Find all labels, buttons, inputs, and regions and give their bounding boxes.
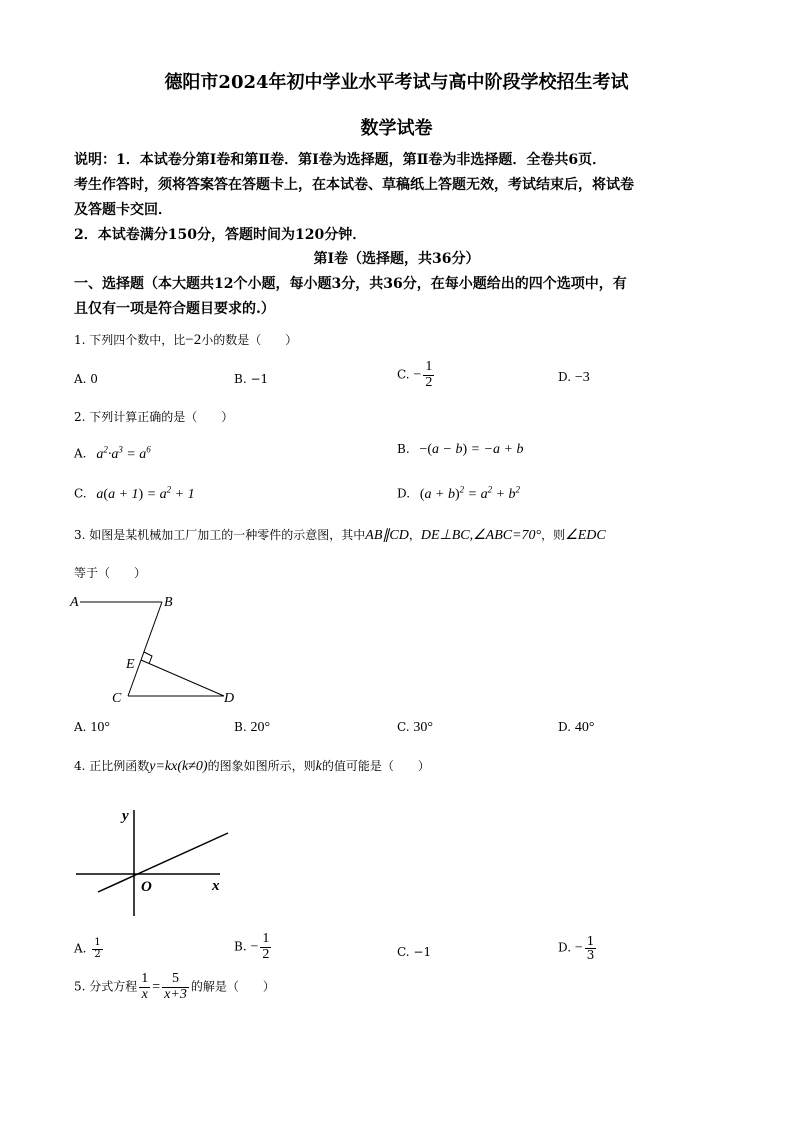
- q4-option-b-sign: −: [250, 939, 259, 955]
- q5-equals: =: [152, 979, 161, 995]
- q4-option-d: [558, 935, 598, 961]
- q3-option-a: [74, 720, 110, 736]
- q1-option-d-label: D.: [558, 370, 572, 384]
- q1-stem: [74, 331, 297, 349]
- q4-option-b-numerator: 1: [262, 931, 270, 946]
- q1-stem-post: 小的数是（ ）: [201, 333, 298, 347]
- q5-stem-post: 的解是（ ）: [190, 979, 275, 994]
- q2-option-a: [74, 444, 151, 463]
- exam-title: 德阳市2024年初中学业水平考试与高中阶段学校招生考试: [164, 72, 629, 93]
- q1-stem-number: −2: [185, 332, 202, 348]
- q4-function: y=kx: [149, 759, 178, 774]
- q4-option-c: [397, 945, 431, 959]
- q2-option-c-expression: $a(a + 1) = a^2 + 1$: [96, 484, 195, 502]
- origin-label: O: [141, 879, 152, 895]
- q3-stem-sep: ，: [408, 528, 421, 542]
- point-label-a: A: [70, 595, 79, 610]
- q1-option-d: [558, 370, 590, 386]
- q4-option-b: [234, 932, 273, 962]
- note-line-2: 考生作答时，须将答案答在答题卡上，在本试卷、草稿纸上答题无效，考试结束后，将试卷: [74, 177, 634, 193]
- function-line: [98, 833, 228, 892]
- q4-stem: [74, 757, 430, 775]
- q5-right-denominator: x+3: [164, 986, 187, 1002]
- q5-stem-pre: 5. 分式方程: [74, 979, 138, 994]
- note-line-4: 2．本试卷满分150分，答题时间为120分钟．: [74, 227, 367, 243]
- q4-option-c-label: C.: [397, 945, 410, 959]
- q1-option-c-denominator: 2: [425, 374, 433, 390]
- q1-option-c-label: C.: [397, 367, 410, 382]
- q4-option-a-numerator: 1: [94, 937, 101, 948]
- q3-stem-line-2: 等于（ ）: [74, 566, 147, 580]
- q2-option-a-expression: $a^2\cdot a^3 = a^6$: [96, 444, 151, 462]
- part1-instruction-1: 一、选择题（本大题共12个小题，每小题3分，共36分，在每小题给出的四个选项中，有: [74, 276, 627, 292]
- q4-option-b-label: B.: [234, 939, 247, 954]
- point-label-d: D: [224, 691, 235, 706]
- q4-option-a: [74, 938, 105, 960]
- q2-option-b-expression: −(a − b) = −a + b: [419, 442, 524, 457]
- q1-option-d-value: −3: [574, 370, 590, 385]
- q3-option-b-label: B.: [234, 720, 247, 734]
- q3-option-a-label: A.: [74, 720, 87, 734]
- q2-option-d-expression: $(a + b)^2 = a^2 + b^2$: [419, 484, 521, 502]
- point-label-c: C: [112, 691, 122, 706]
- q3-option-c: [397, 720, 433, 736]
- q3-option-c-value: 30°: [413, 720, 434, 735]
- q3-stem-pre: 3. 如图是某机械加工厂加工的一种零件的示意图，其中: [74, 528, 366, 542]
- q4-option-d-numerator: 1: [586, 934, 595, 948]
- point-label-b: B: [164, 595, 173, 610]
- q1-option-b: B. −1: [234, 372, 269, 386]
- x-axis-label: x: [212, 878, 220, 894]
- q5-left-numerator: 1: [141, 971, 149, 986]
- q2-option-d-label: D.: [397, 486, 411, 501]
- y-axis-label: y: [122, 808, 129, 824]
- q3-stem-math-2: DE⊥BC,∠ABC=70°: [420, 528, 542, 543]
- q2-option-d: [397, 484, 520, 503]
- q3-option-d: [558, 720, 594, 736]
- q4-option-d-label: D.: [558, 940, 572, 955]
- q2-option-a-label: A.: [74, 446, 87, 461]
- q3-option-b-value: 20°: [250, 720, 271, 735]
- q3-stem-math-3: ∠EDC: [565, 528, 606, 543]
- q4-graph: [70, 800, 240, 922]
- q3-option-d-label: D.: [558, 720, 572, 734]
- segment-bc: [128, 602, 162, 696]
- q2-option-c-label: C.: [74, 486, 87, 501]
- q5-stem: [74, 972, 275, 1002]
- q4-stem-mid: 的图象如图所示，则: [207, 759, 316, 773]
- q5-right-numerator: 5: [162, 972, 189, 988]
- q4-stem-post: 的值可能是（ ）: [321, 759, 430, 773]
- q3-stem-math-1: AB∥CD: [365, 528, 409, 543]
- part1-instruction-2: 且仅有一项是符合题目要求的.）: [74, 301, 275, 317]
- point-label-e: E: [126, 657, 135, 672]
- q4-option-a-label: A.: [74, 941, 87, 956]
- q1-option-c-numerator: 1: [425, 359, 433, 374]
- q4-condition: (k≠0): [177, 759, 208, 774]
- q4-option-b-denominator: 2: [262, 946, 270, 962]
- q4-option-d-sign: −: [574, 940, 583, 956]
- q3-figure: [66, 588, 256, 708]
- q4-option-c-value: −1: [413, 945, 432, 959]
- q2-option-c: [74, 484, 195, 503]
- q4-variable-k: k: [315, 759, 322, 774]
- q1-option-a: A. 0: [74, 372, 98, 386]
- note-line-1: 说明：1．本试卷分第Ⅰ卷和第Ⅱ卷．第Ⅰ卷为选择题，第Ⅱ卷为非选择题．全卷共6页．: [74, 152, 607, 168]
- segment-de: [141, 660, 224, 696]
- q1-stem-pre: 1. 下列四个数中，比: [74, 333, 186, 347]
- note-line-3: 及答题卡交回．: [74, 202, 172, 218]
- q1-option-c: [397, 360, 436, 390]
- q3-option-d-value: 40°: [574, 720, 595, 735]
- q4-option-a-denominator: 2: [94, 948, 101, 960]
- q1-option-c-sign: −: [413, 367, 422, 383]
- q4-stem-pre: 4. 正比例函数: [74, 759, 150, 773]
- q3-option-b: [234, 720, 270, 736]
- q2-option-b: [397, 442, 524, 458]
- q3-option-c-label: C.: [397, 720, 410, 734]
- part1-heading: 第Ⅰ卷（选择题，共36分）: [313, 251, 480, 267]
- exam-subtitle: 数学试卷: [360, 118, 433, 139]
- q2-option-b-label: B.: [397, 442, 410, 456]
- q3-option-a-value: 10°: [90, 720, 110, 735]
- q3-stem-post: ，则: [541, 528, 566, 542]
- q5-left-denominator: x: [141, 986, 148, 1002]
- q2-stem: 2. 下列计算正确的是（ ）: [74, 410, 234, 424]
- q4-option-d-denominator: 3: [586, 947, 595, 962]
- q3-stem: [74, 526, 606, 544]
